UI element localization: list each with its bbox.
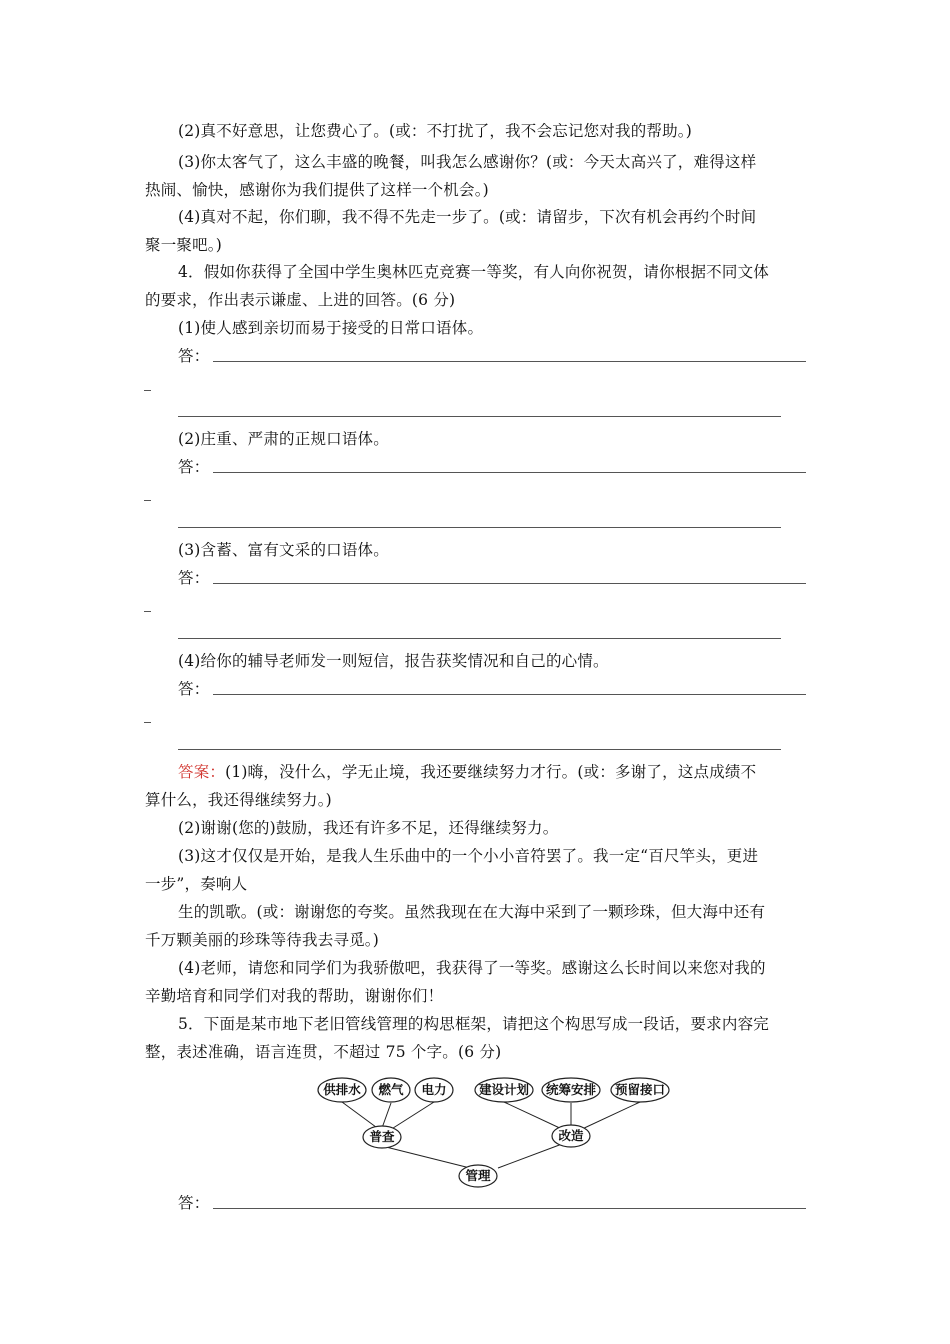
answer-blank-line: [178, 638, 781, 639]
answer-key-line: (3)这才仅仅是开始，是我人生乐曲中的一个小小音符罢了。我一定“百尺竿头，更进: [178, 847, 759, 865]
text-line: 热闹、愉快，感谢你为我们提供了这样一个机会。): [145, 181, 489, 199]
sub-question: (1)使人感到亲切而易于接受的日常口语体。: [178, 319, 484, 337]
answer-label: 答：: [178, 569, 210, 587]
diagram-node-power: 电力: [421, 1082, 447, 1097]
diagram-node-manage: 管理: [465, 1168, 491, 1183]
answer-key-line: (4)老师，请您和同学们为我骄傲吧，我获得了一等奖。感谢这么长时间以来您对我的: [178, 959, 766, 977]
answer-blank-dash: [144, 390, 151, 391]
answer-label: 答：: [178, 680, 210, 698]
question-5-stem: 整，表述准确，语言连贯，不超过 75 个字。(6 分): [145, 1043, 502, 1061]
text-line: (3)你太客气了，这么丰盛的晚餐，叫我怎么感谢你？(或：今天太高兴了，难得这样: [178, 153, 757, 171]
answer-blank-line: [178, 527, 781, 528]
text-line: (2)真不好意思，让您费心了。(或：不打扰了，我不会忘记您对我的帮助。): [178, 122, 693, 140]
answer-blank-dash: [144, 722, 151, 723]
question-4-stem: 4．假如你获得了全国中学生奥林匹克竞赛一等奖，有人向你祝贺，请你根据不同文体: [178, 263, 769, 281]
text-line: 聚一聚吧。): [145, 236, 222, 254]
answer-key-first-line: [178, 762, 756, 782]
answer-key-line: 辛勤培育和同学们对我的帮助，谢谢你们！: [145, 987, 444, 1005]
diagram-node-overall: 统筹安排: [545, 1082, 597, 1097]
answer-key-line: 一步”，奏响人: [145, 875, 248, 893]
answer-blank-line: [213, 694, 806, 695]
diagram-node-renovate: 改造: [558, 1128, 584, 1143]
answer-key-text: (1)嗨，没什么，学无止境，我还要继续努力才行。(或：多谢了，这点成绩不: [225, 763, 757, 781]
answer-blank-dash: [144, 500, 151, 501]
answer-key-line: (2)谢谢(您的)鼓励，我还有许多不足，还得继续努力。: [178, 819, 559, 837]
answer-blank-line: [178, 749, 781, 750]
diagram-node-gas: 燃气: [378, 1082, 404, 1097]
diagram-node-interface: 预留接口: [614, 1082, 666, 1097]
answer-blank-line: [213, 583, 806, 584]
answer-blank-dash: [144, 611, 151, 612]
answer-blank-line: [213, 361, 806, 362]
answer-key-line: 生的凯歌。(或：谢谢您的夸奖。虽然我现在在大海中采到了一颗珍珠，但大海中还有: [178, 903, 766, 921]
question-5-stem: 5．下面是某市地下老旧管线管理的构思框架，请把这个构思写成一段话，要求内容完: [178, 1015, 769, 1033]
answer-label: 答：: [178, 347, 210, 365]
answer-blank-line: [178, 416, 781, 417]
diagram-node-water: 供排水: [323, 1082, 361, 1097]
diagram-node-survey: 普查: [369, 1129, 395, 1144]
sub-question: (4)给你的辅导老师发一则短信，报告获奖情况和自己的心情。: [178, 652, 609, 670]
answer-key-label: 答案：: [178, 763, 226, 781]
answer-key-line: 算什么，我还得继续努力。): [145, 791, 332, 809]
framework-diagram: [310, 1072, 680, 1192]
answer-key-line: 千万颗美丽的珍珠等待我去寻觅。): [145, 931, 379, 949]
sub-question: (3)含蓄、富有文采的口语体。: [178, 541, 389, 559]
question-4-stem: 的要求，作出表示谦虚、上进的回答。(6 分): [145, 291, 456, 309]
sub-question: (2)庄重、严肃的正规口语体。: [178, 430, 389, 448]
answer-blank-line: [213, 472, 806, 473]
answer-blank-line: [213, 1208, 806, 1209]
text-line: (4)真对不起，你们聊，我不得不先走一步了。(或：请留步，下次有机会再约个时间: [178, 208, 757, 226]
diagram-node-plan: 建设计划: [478, 1082, 530, 1097]
answer-label: 答：: [178, 458, 210, 476]
answer-label: 答：: [178, 1194, 210, 1212]
